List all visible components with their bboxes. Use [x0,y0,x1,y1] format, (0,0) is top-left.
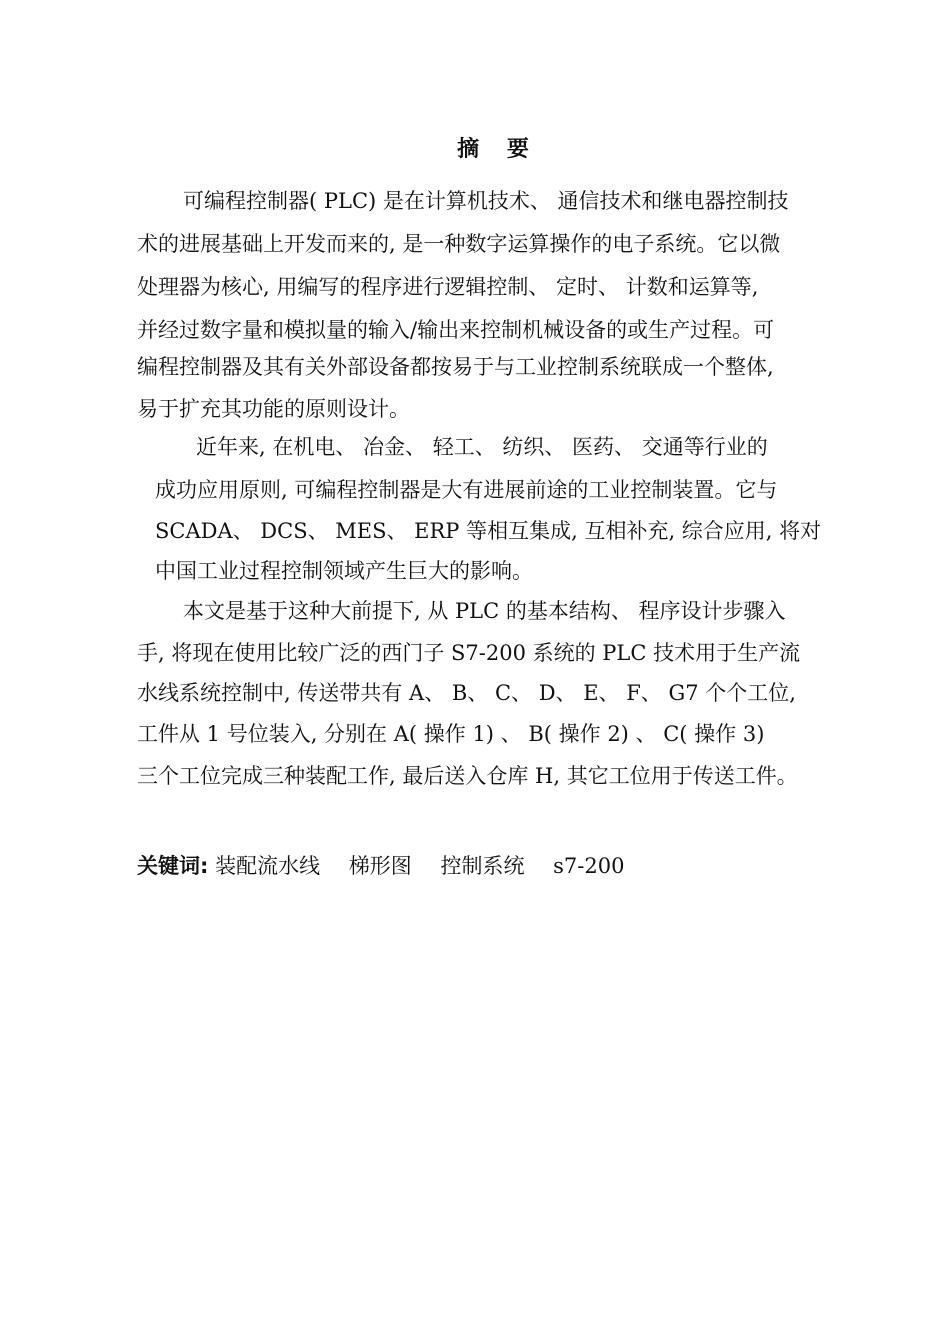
paragraph-1-line-2: 术的进展基础上开发而来的, 是一种数字运算操作的电子系统。它以微 [137,232,781,256]
keywords-label: 关键词: [137,854,209,878]
keyword-item: s7-200 [553,854,625,878]
paragraph-3-line-2: 手, 将现在使用比较广泛的西门子 S7-200 系统的 PLC 技术用于生产流 [137,641,801,665]
paragraph-1-line-5: 编程控制器及其有关外部设备都按易于与工业控制系统联成一个整体, [137,355,774,379]
paragraph-2-line-3: SCADA、 DCS、 MES、 ERP 等相互集成, 互相补充, 综合应用, 将对 [155,519,822,543]
keywords-line [137,851,646,881]
paragraph-3-line-4: 工件从 1 号位装入, 分别在 A( 操作 1) 、 B( 操作 2) 、 C( 操作 3) [137,722,765,746]
paragraph-2-line-1: 近年来, 在机电、 冶金、 轻工、 纺织、 医药、 交通等行业的 [196,435,768,459]
paragraph-3-line-3: 水线系统控制中, 传送带共有 A、 B、 C、 D、 E、 F、 G7 个个工位, [137,681,796,705]
paragraph-3-line-5: 三个工位完成三种装配工作, 最后送入仓库 H, 其它工位用于传送工件。 [137,764,798,788]
paragraph-1-line-6: 易于扩充其功能的原则设计。 [137,397,410,421]
keyword-item: 梯形图 [348,854,412,878]
paragraph-1-line-1: 可编程控制器( PLC) 是在计算机技术、 通信技术和继电器控制技 [183,189,789,213]
paragraph-1-line-3: 处理器为核心, 用编写的程序进行逻辑控制、 定时、 计数和运算等, [137,275,759,299]
keyword-item: 装配流水线 [215,854,321,878]
paragraph-2-line-2: 成功应用原则, 可编程控制器是大有进展前途的工业控制装置。它与 [155,478,778,502]
abstract-title: 摘 要 [457,137,539,162]
paragraph-3-line-1: 本文是基于这种大前提下, 从 PLC 的基本结构、 程序设计步骤入 [183,599,786,623]
paragraph-2-line-4: 中国工业过程控制领域产生巨大的影响。 [155,559,533,583]
paragraph-1-line-4: 并经过数字量和模拟量的输入/输出来控制机械设备的或生产过程。可 [137,318,775,342]
keyword-item: 控制系统 [440,854,525,878]
